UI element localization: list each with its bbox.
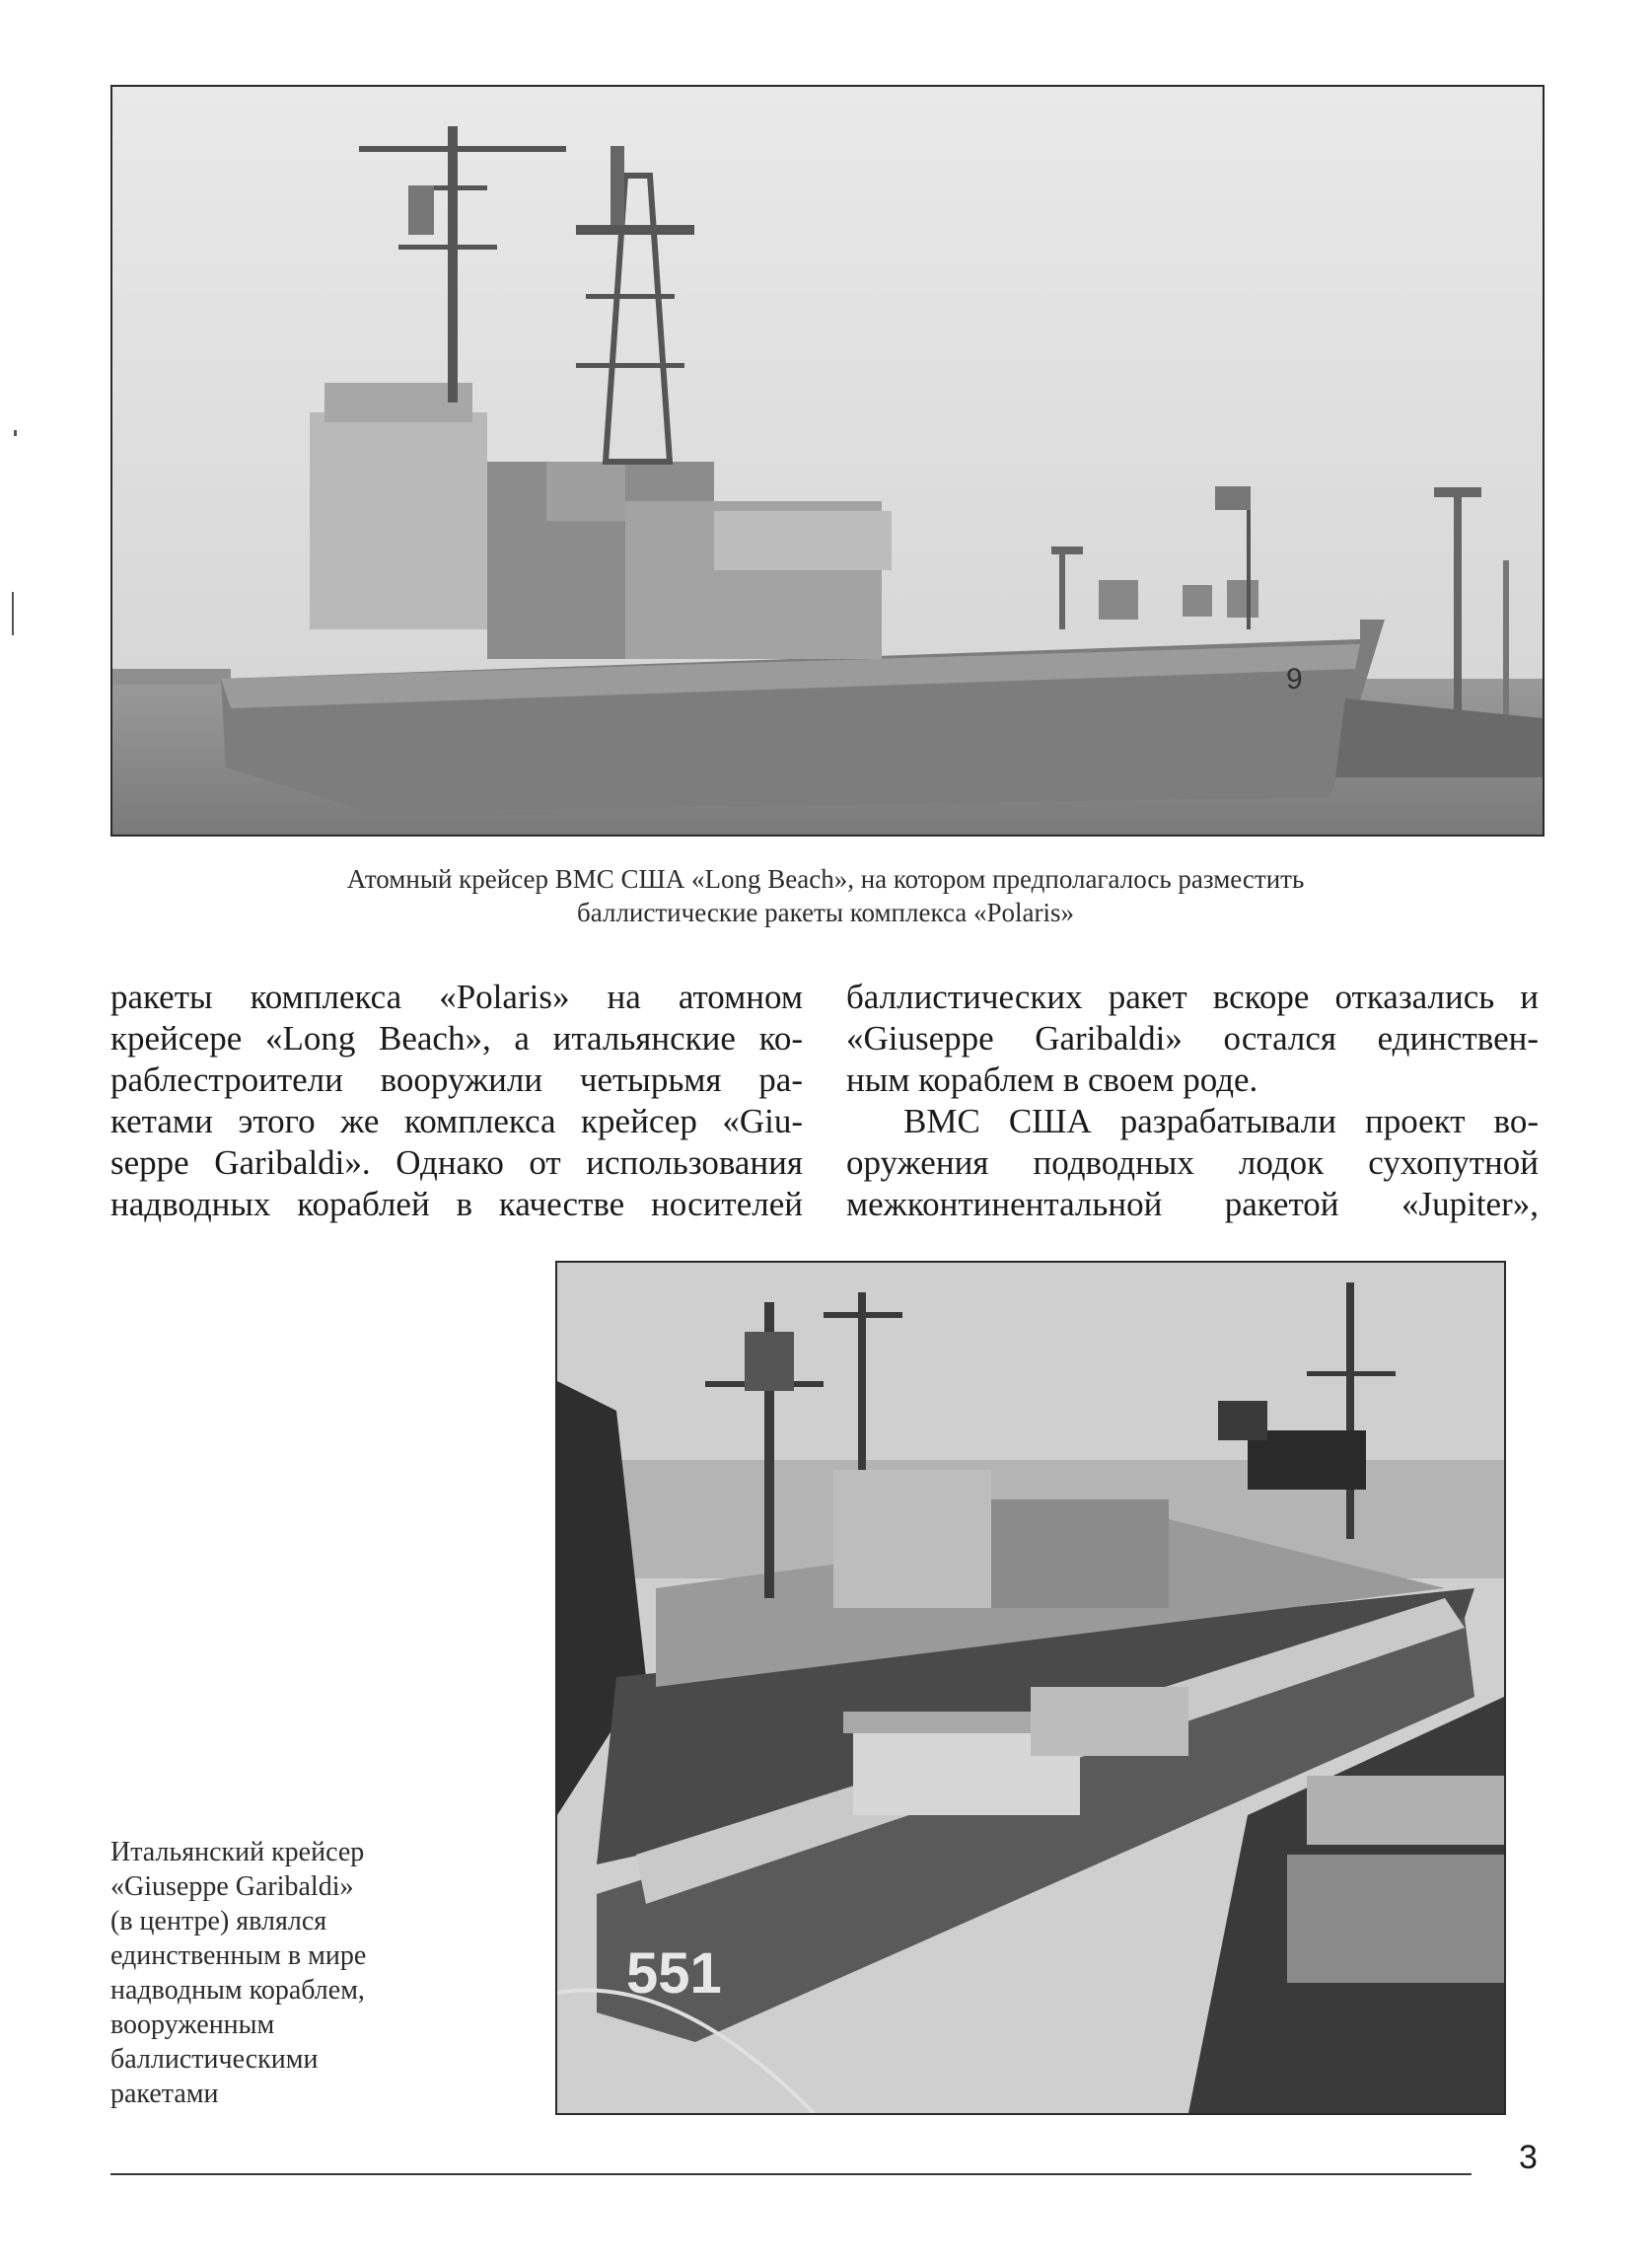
- caption-line: (в центре) являлся: [110, 1906, 327, 1936]
- photo-giuseppe-garibaldi-cruiser: [555, 1261, 1506, 2115]
- top-photo-caption: [110, 862, 1541, 929]
- ship-photo-icon: [112, 87, 1543, 835]
- text-line: seppe Garibaldi». Однако от использования: [110, 1143, 803, 1182]
- caption-line: Итальянский крейсер: [110, 1837, 365, 1867]
- caption-line: Атомный крейсер ВМС США «Long Beach», на котором предполагалось разместить: [346, 864, 1305, 894]
- bottom-photo-caption: [110, 1835, 446, 2111]
- caption-line: единственным в мире: [110, 1940, 367, 1971]
- caption-line: «Giuseppe Garibaldi»: [110, 1871, 354, 1902]
- text-line: кетами этого же комплекса крейсер «Giu-: [110, 1102, 803, 1140]
- page-number: 3: [1519, 2139, 1538, 2176]
- caption-line: баллистическими: [110, 2044, 319, 2075]
- paragraph-start-line: ВМС США разрабатывали проект во-: [903, 1102, 1539, 1140]
- text-line: оружения подводных лодок сухопутной: [846, 1143, 1539, 1182]
- scan-mark: [12, 592, 14, 635]
- caption-line: вооруженным: [110, 2009, 275, 2040]
- photo-long-beach-cruiser: [110, 85, 1544, 837]
- text-line: раблестроители вооружили четырьмя ра-: [110, 1060, 803, 1099]
- text-line: надводных кораблей в качестве носителей: [110, 1185, 803, 1223]
- hull-number-label: 551: [626, 1941, 722, 2006]
- footer-divider: [110, 2173, 1472, 2175]
- text-line: ным кораблем в своем роде.: [846, 1060, 1258, 1099]
- text-line: баллистических ракет вскоре отказались и: [846, 978, 1539, 1016]
- caption-line: баллистические ракеты комплекса «Polaris»: [577, 898, 1074, 927]
- body-column-left: [110, 977, 803, 1225]
- text-line: крейсере «Long Beach», а итальянские ко-: [110, 1019, 803, 1058]
- text-line: межконтинентальной ракетой «Jupiter»,: [846, 1185, 1539, 1223]
- body-column-right: [846, 977, 1539, 1225]
- ship-harbor-photo-icon: [557, 1263, 1504, 2113]
- hull-number-label: 9: [1286, 663, 1303, 695]
- caption-line: ракетами: [110, 2079, 219, 2109]
- caption-line: надводным кораблем,: [110, 1975, 365, 2006]
- text-line: «Giuseppe Garibaldi» остался единствен-: [846, 1019, 1539, 1058]
- text-line: ракеты комплекса «Polaris» на атомном: [110, 978, 803, 1016]
- scan-mark: [14, 430, 17, 436]
